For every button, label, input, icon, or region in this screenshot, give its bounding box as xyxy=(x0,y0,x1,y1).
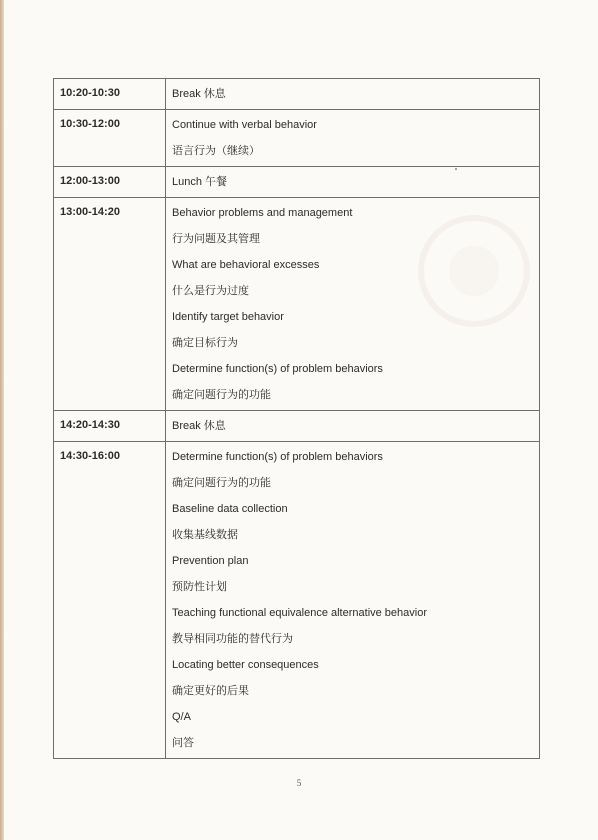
activity-line: 收集基线数据 xyxy=(172,529,238,541)
activity-line: 语言行为（继续） xyxy=(172,145,260,157)
activity-line: Q/A xyxy=(172,711,191,723)
page-edge xyxy=(0,0,4,840)
activity-line: 什么是行为过度 xyxy=(172,285,249,297)
activity-line: Identify target behavior xyxy=(172,311,284,323)
activity-line: Break 休息 xyxy=(172,420,226,432)
activity-cell xyxy=(166,198,540,411)
schedule-row xyxy=(54,167,540,198)
schedule-row xyxy=(54,442,540,759)
activity-line: Lunch 午餐 xyxy=(172,176,228,188)
activity-line: What are behavioral excesses xyxy=(172,259,320,271)
activity-line: Break 休息 xyxy=(172,88,226,100)
time-cell: 14:30-16:00 xyxy=(54,442,166,759)
schedule-row xyxy=(54,198,540,411)
activity-cell xyxy=(166,110,540,167)
activity-cell xyxy=(166,411,540,442)
page-number: 5 xyxy=(296,778,302,788)
activity-line: Determine function(s) of problem behaviors xyxy=(172,363,383,375)
time-cell: 13:00-14:20 xyxy=(54,198,166,411)
activity-line: 问答 xyxy=(172,737,194,749)
activity-line: Behavior problems and management xyxy=(172,207,353,219)
activity-line: 确定问题行为的功能 xyxy=(172,389,271,401)
schedule-row xyxy=(54,79,540,110)
schedule-row xyxy=(54,411,540,442)
time-cell: 12:00-13:00 xyxy=(54,167,166,198)
activity-line: Prevention plan xyxy=(172,555,249,567)
time-cell: 10:30-12:00 xyxy=(54,110,166,167)
activity-line: Continue with verbal behavior xyxy=(172,119,317,131)
schedule-table xyxy=(53,78,540,759)
activity-line: 教导相同功能的替代行为 xyxy=(172,633,293,645)
time-cell: 14:20-14:30 xyxy=(54,411,166,442)
activity-line: 预防性计划 xyxy=(172,581,227,593)
time-cell: 10:20-10:30 xyxy=(54,79,166,110)
activity-line: 确定目标行为 xyxy=(172,337,238,349)
activity-line: 行为问题及其管理 xyxy=(172,233,260,245)
schedule-row xyxy=(54,110,540,167)
activity-cell xyxy=(166,442,540,759)
activity-line: 确定更好的后果 xyxy=(172,685,249,697)
activity-cell xyxy=(166,79,540,110)
activity-line: Determine function(s) of problem behaviors xyxy=(172,451,383,463)
activity-line: 确定问题行为的功能 xyxy=(172,477,271,489)
activity-line: Teaching functional equivalence alternative behavior xyxy=(172,607,428,619)
activity-cell xyxy=(166,167,540,198)
activity-line: Baseline data collection xyxy=(172,503,288,515)
activity-line: Locating better consequences xyxy=(172,659,319,671)
